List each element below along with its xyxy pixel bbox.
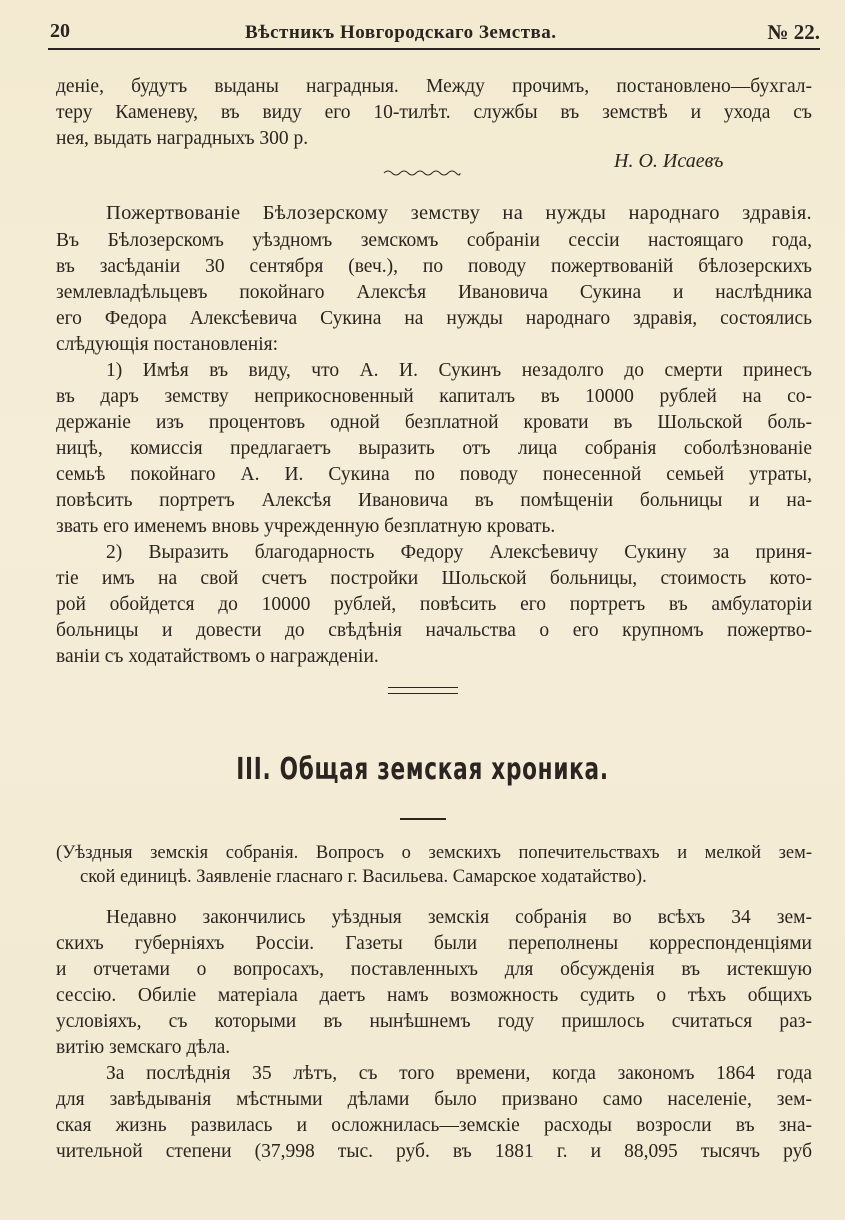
item2-line: больницы и довести до свѣдѣнія начальства о его крупномъ пожертво- (56, 620, 812, 641)
item2-line: ваніи съ ходатайствомъ о награжденіи. (56, 646, 379, 667)
item2-line: тіе имъ на свой счетъ постройки Шольской больницы, стоимость кото- (56, 568, 812, 589)
page-number: 20 (50, 20, 70, 42)
section-line: землевладѣльцевъ покойнаго Алексѣя Ивановича Сукина и наслѣдника (56, 282, 812, 303)
chapter-title: III. Общая земская хроника. (236, 752, 609, 787)
intro-line: теру Каменеву, въ виду его 10-тилѣт. службы въ земствѣ и ухода съ (56, 102, 812, 123)
body-line: чительной степени (37,998 тыс. руб. въ 1881 г. и 88,095 тысячъ руб (56, 1141, 812, 1162)
header-rule (48, 48, 820, 50)
section-line: Въ Бѣлозерскомъ уѣздномъ земскомъ собраніи сессіи настоящаго года, (56, 230, 812, 251)
body-line: Недавно закончились уѣздныя земскія собранія во всѣхъ 34 зем- (106, 907, 812, 928)
author-signature: Н. О. Исаевъ (614, 150, 724, 172)
body-line: ская жизнь развилась и осложнилась—земскіе расходы возросли въ зна- (56, 1115, 812, 1136)
intro-line: деніе, будутъ выданы наградныя. Между прочимъ, постановлено—бухгал- (56, 76, 812, 97)
item1-line: ницѣ, комиссія предлагаетъ выразить отъ лица собранія соболѣзнованіе (56, 438, 812, 459)
item1-line: въ даръ земству неприкосновенный капиталъ въ 10000 рублей на со- (56, 386, 812, 407)
summary-line: ской единицѣ. Заявленіе гласнаго г. Васильева. Самарское ходатайство). (80, 867, 647, 887)
section-line: въ засѣданіи 30 сентября (веч.), по поводу пожертвованій бѣлозерскихъ (56, 256, 812, 277)
section-line: его Федора Алексѣевича Сукина на нужды народнаго здравія, состоялись (56, 308, 812, 329)
body-line: условіяхъ, съ которыми въ нынѣшнемъ году пришлось считаться раз- (56, 1011, 812, 1032)
body-line: скихъ губерніяхъ Россіи. Газеты были переполнены корреспонденціями (56, 933, 812, 954)
double-rule-divider (388, 687, 458, 694)
body-line: для завѣдыванія мѣстными дѣлами было призвано само населеніе, зем- (56, 1089, 812, 1110)
item1-line: семьѣ покойнаго А. И. Сукина по поводу понесенной семьей утраты, (56, 464, 812, 485)
item2-line: рой обойдется до 10000 рублей, повѣсить его портретъ въ амбулаторіи (56, 594, 812, 615)
body-line: и отчетами о вопросахъ, поставленныхъ для обсужденія въ истекшую (56, 959, 812, 980)
summary-line: (Уѣздныя земскія собранія. Вопросъ о земскихъ попечительствахъ и мелкой зем- (56, 843, 812, 863)
body-line: За послѣднія 35 лѣтъ, съ того времени, когда закономъ 1864 года (106, 1063, 812, 1084)
section-line: слѣдующія постановленія: (56, 334, 278, 355)
issue-number: № 22. (767, 20, 820, 44)
item1-line: звать его именемъ вновь учрежденную безплатную кровать. (56, 516, 556, 537)
item2-line: 2) Выразить благодарность Федору Алексѣевичу Сукину за приня- (106, 542, 812, 563)
body-line: сессію. Обиліе матеріала даетъ намъ возможность судить о тѣхъ общихъ (56, 985, 812, 1006)
item1-line: повѣсить портретъ Алексѣя Ивановича въ помѣщеніи больницы и на- (56, 490, 812, 511)
item1-line: 1) Имѣя въ виду, что А. И. Сукинъ незадолго до смерти принесъ (106, 360, 812, 381)
item1-line: держаніе изъ процентовъ одной безплатной кровати въ Шольской боль- (56, 412, 812, 433)
squiggle-divider (382, 168, 462, 178)
short-rule-divider (400, 818, 446, 820)
body-line: витію земскаго дѣла. (56, 1037, 231, 1058)
page-header (50, 20, 820, 50)
section-heading: Пожертвованіе Бѣлозерскому земству на нужды народнаго здравія. (106, 202, 812, 224)
journal-title: Вѣстникъ Новгородскаго Земства. (245, 22, 557, 43)
intro-line: нея, выдать наградныхъ 300 р. (56, 128, 309, 149)
